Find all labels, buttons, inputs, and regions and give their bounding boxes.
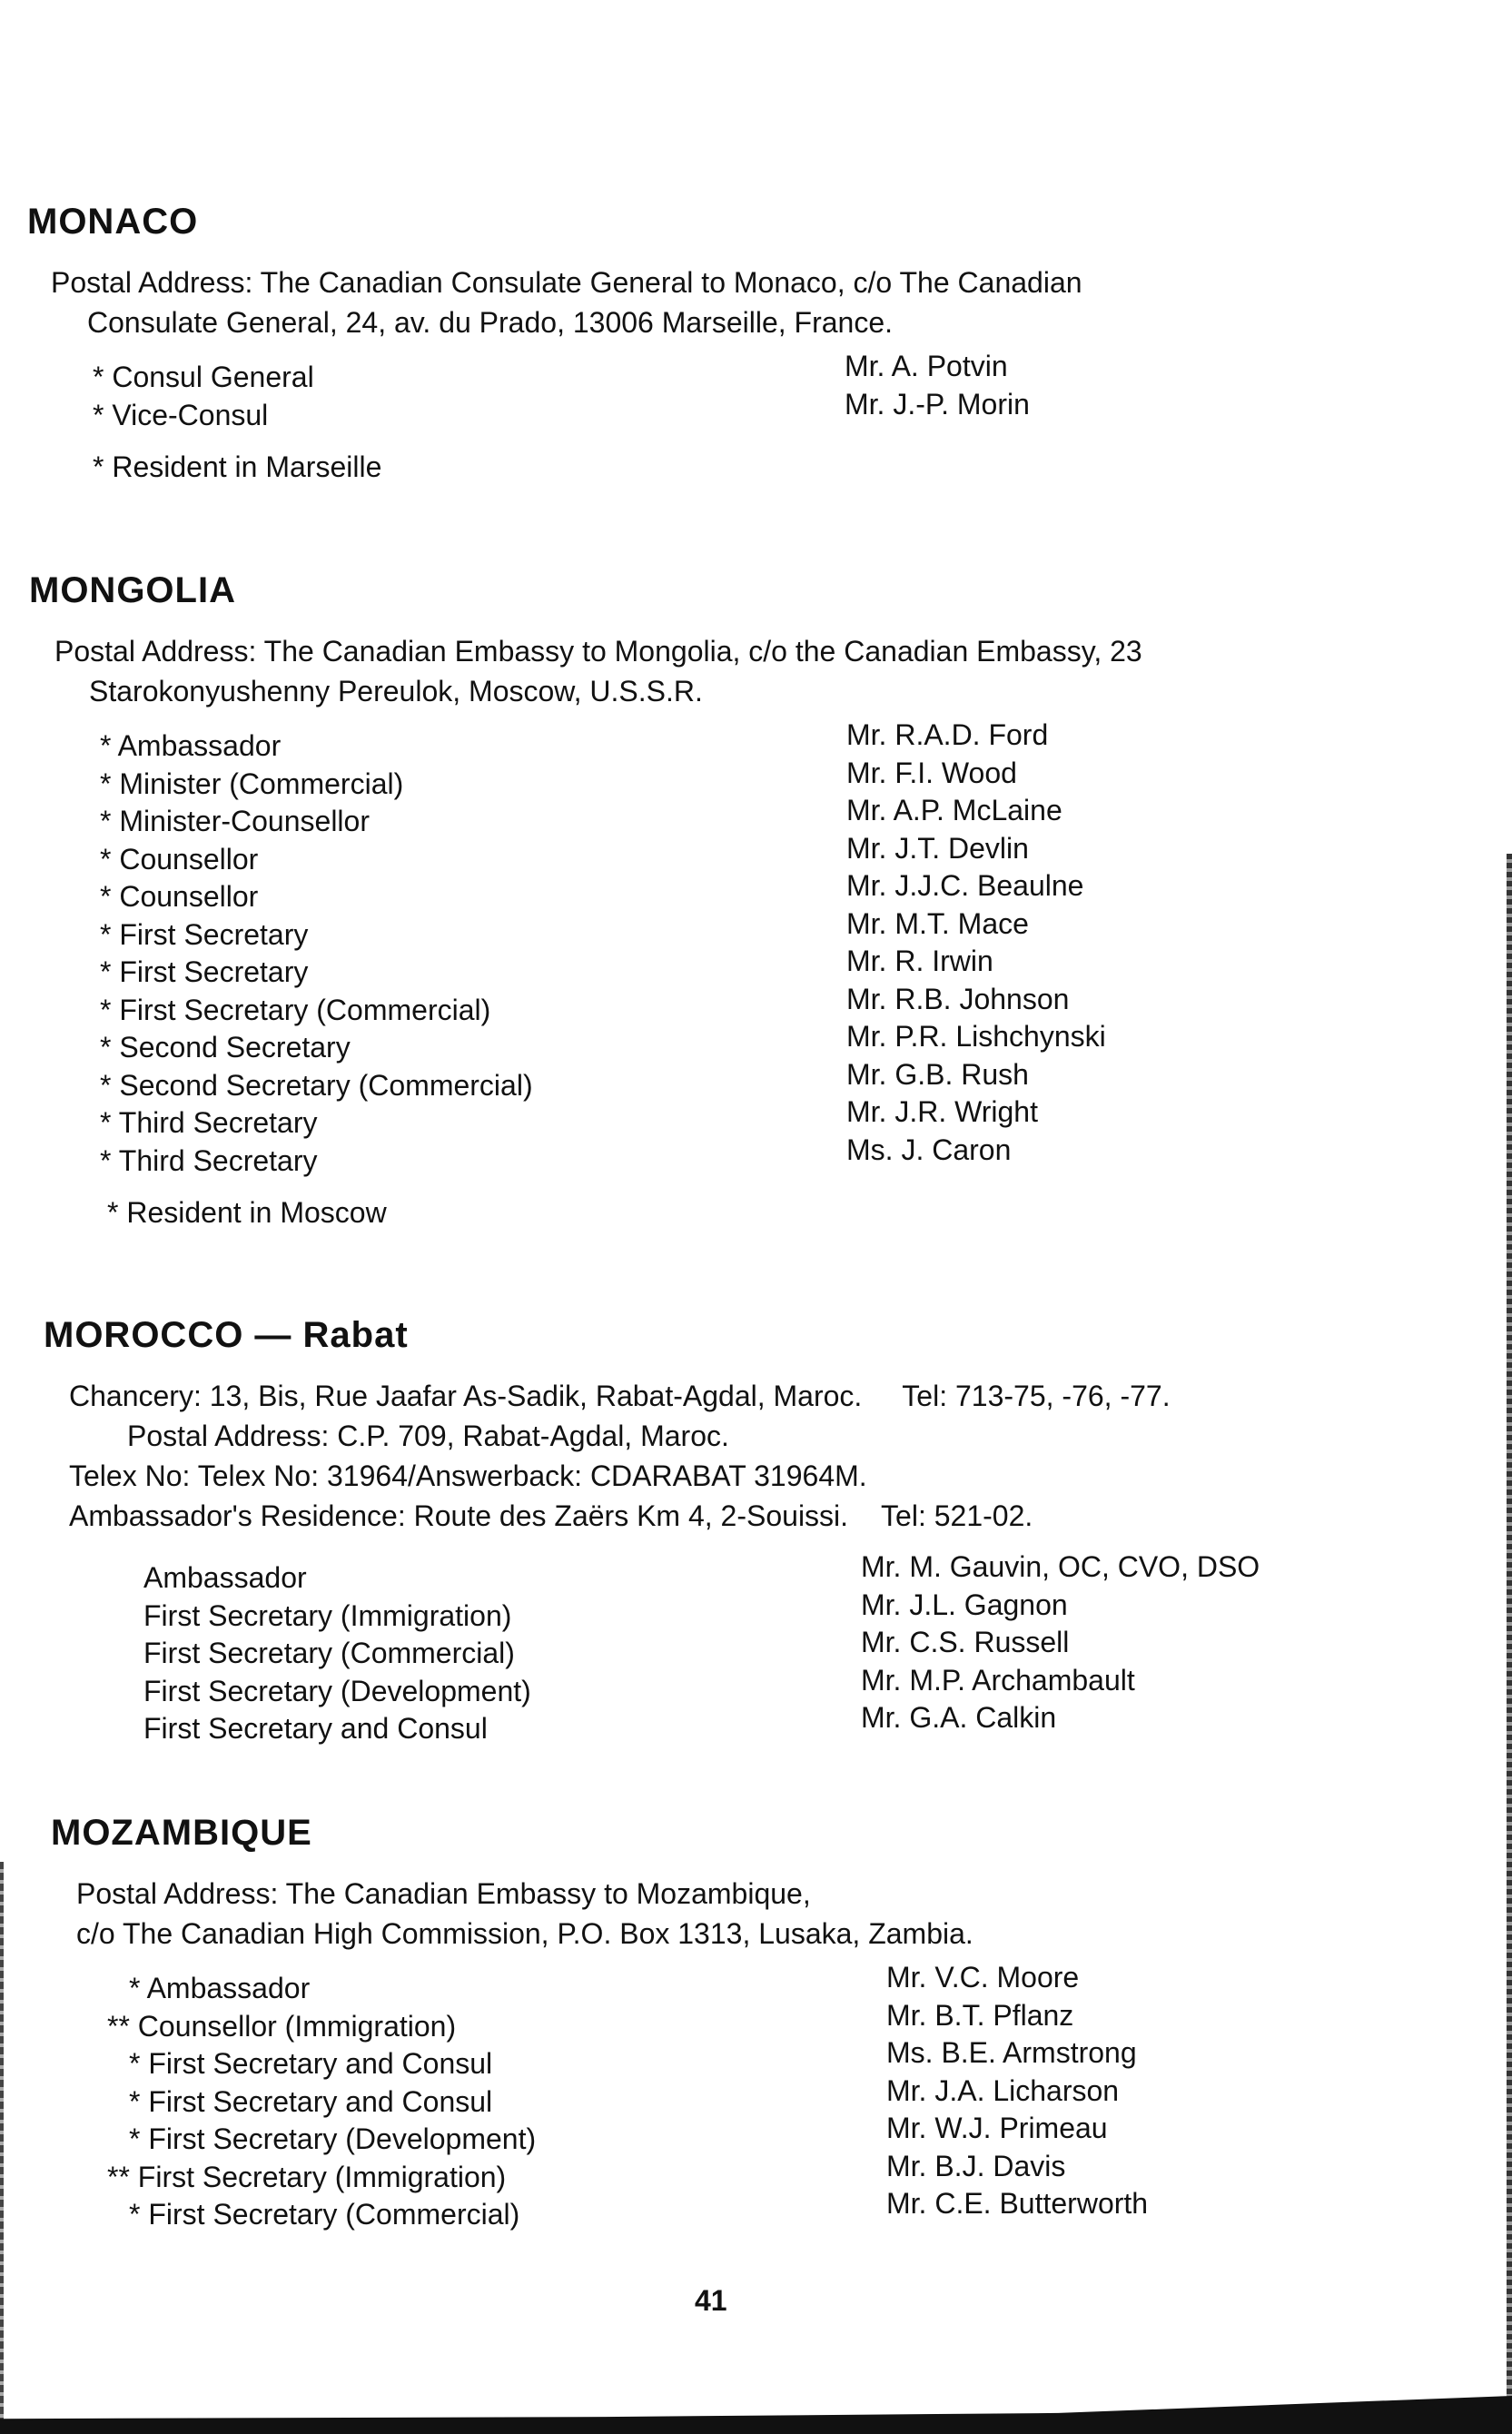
staff-name: Mr. W.J. Primeau: [886, 2112, 1108, 2144]
staff-titles: [29, 727, 846, 1180]
section-heading: MOROCCO — Rabat: [44, 1315, 409, 1355]
staff-title: * Third Secretary: [100, 1106, 318, 1139]
page-number: 41: [695, 2284, 727, 2317]
staff-title: * First Secretary (Commercial): [129, 2198, 520, 2231]
staff-name: Mr. J.R. Wright: [846, 1095, 1038, 1128]
staff-names: [886, 1959, 1148, 2234]
staff-name: Mr. B.T. Pflanz: [886, 1998, 1074, 2032]
staff-name: Mr. R. Irwin: [846, 945, 993, 977]
staff-title: * Ambassador: [100, 729, 282, 762]
staff-title: * Counsellor: [100, 842, 259, 876]
postal-address: Postal Address: The Canadian Embassy to Mongolia, c/o the Canadian Embassy, 23 Starokonyushenny Pereulok, Moscow, U.S.S.R.: [54, 635, 1142, 707]
staff-name: Mr. A.P. McLaine: [846, 794, 1062, 826]
staff-name: Mr. C.S. Russell: [861, 1626, 1070, 1658]
staff-title: First Secretary (Immigration): [143, 1598, 512, 1632]
staff-name: Mr. R.B. Johnson: [846, 982, 1070, 1015]
scan-edge-right: [1507, 854, 1512, 2434]
staff-title: * Third Secretary: [100, 1143, 318, 1177]
staff-title: First Secretary (Development): [143, 1674, 531, 1707]
staff-name: Mr. R.A.D. Ford: [846, 718, 1049, 751]
staff-name: Ms. B.E. Armstrong: [886, 2036, 1137, 2069]
staff-name: Mr. A. Potvin: [845, 350, 1008, 382]
staff-name: Mr. V.C. Moore: [886, 1961, 1080, 1994]
section-morocco: [44, 1315, 1260, 1748]
staff-name: Mr. J.A. Licharson: [886, 2073, 1120, 2107]
staff-name: Mr. F.I. Wood: [846, 756, 1017, 789]
staff-name: Mr. J.-P. Morin: [845, 387, 1030, 421]
staff-names: [846, 717, 1106, 1180]
section-monaco: [27, 202, 1082, 484]
staff-list: [29, 718, 1142, 1180]
section-mongolia: [29, 570, 1142, 1230]
staff-title: * First Secretary: [100, 955, 309, 988]
staff-title: * First Secretary and Consul: [129, 2084, 493, 2118]
staff-title: * First Secretary: [100, 917, 309, 951]
staff-name: Mr. G.B. Rush: [846, 1057, 1029, 1091]
staff-title: * Consul General: [93, 361, 314, 393]
staff-name: Mr. J.T. Devlin: [846, 831, 1029, 865]
scan-edge-left: [0, 1862, 4, 2434]
staff-title: * First Secretary (Development): [129, 2122, 537, 2155]
chancery-address: [44, 1376, 1260, 1536]
chancery-tel: Tel: 713-75, -76, -77.: [902, 1380, 1171, 1412]
section-mozambique: [51, 1813, 1148, 2234]
staff-name: Mr. G.A. Calkin: [861, 1701, 1057, 1734]
postal-address: Postal Address: The Canadian Embassy to Mozambique, c/o The Canadian High Commission, P.O. Box 1313, Lusaka, Zambia.: [76, 1877, 973, 1950]
staff-title: ** Counsellor (Immigration): [107, 2009, 457, 2043]
staff-name: Mr. P.R. Lishchynski: [846, 1020, 1106, 1053]
scan-edge-bottom: [0, 2396, 1512, 2434]
section-heading: MONGOLIA: [29, 570, 236, 610]
staff-name: Mr. M.T. Mace: [846, 906, 1029, 940]
staff-name: Mr. M.P. Archambault: [861, 1663, 1135, 1697]
staff-list: [27, 350, 1082, 434]
staff-name: Mr. B.J. Davis: [886, 2149, 1066, 2182]
postal-address: Postal Address: The Canadian Consulate General to Monaco, c/o The Canadian Consulate General, 24, av. du Prado, 13006 Marseille, France.: [51, 266, 1082, 339]
staff-title: Ambassador: [143, 1561, 307, 1594]
residence-note: * Resident in Marseille: [93, 450, 382, 483]
staff-list: [51, 1961, 1149, 2234]
staff-name: Mr. J.J.C. Beaulne: [846, 869, 1084, 902]
staff-name: Ms. J. Caron: [846, 1133, 1012, 1166]
staff-title: First Secretary and Consul: [143, 1712, 488, 1745]
staff-title: * Vice-Consul: [93, 398, 269, 431]
staff-names: [861, 1548, 1260, 1748]
staff-title: * Counsellor: [100, 880, 259, 913]
staff-title: * First Secretary and Consul: [129, 2047, 493, 2080]
staff-title: First Secretary (Commercial): [143, 1637, 515, 1669]
section-heading: MOZAMBIQUE: [51, 1813, 312, 1853]
residence-note: * Resident in Moscow: [107, 1196, 387, 1229]
staff-list: [44, 1550, 1260, 1748]
staff-title: * First Secretary (Commercial): [100, 993, 491, 1026]
staff-name: Mr. C.E. Butterworth: [886, 2187, 1149, 2220]
staff-title: * Ambassador: [129, 1972, 311, 2004]
residence-tel: Tel: 521-02.: [881, 1499, 1033, 1532]
staff-name: Mr. M. Gauvin, OC, CVO, DSO: [861, 1550, 1260, 1583]
staff-name: Mr. J.L. Gagnon: [861, 1588, 1068, 1621]
staff-title: ** First Secretary (Immigration): [107, 2160, 507, 2193]
residence-line: Ambassador's Residence: Route des Zaërs Km 4, 2-Souissi.: [69, 1499, 849, 1532]
section-heading: MONACO: [27, 202, 199, 242]
staff-titles: [27, 359, 845, 434]
staff-title: * Minister (Commercial): [100, 767, 404, 800]
staff-names: [845, 348, 1030, 434]
staff-title: * Second Secretary (Commercial): [100, 1068, 533, 1102]
postal-address: Postal Address: C.P. 709, Rabat-Agdal, Maroc.: [127, 1420, 729, 1452]
chancery-line: Chancery: 13, Bis, Rue Jaafar As-Sadik, Rabat-Agdal, Maroc.: [69, 1380, 863, 1412]
telex-line: Telex No: Telex No: 31964/Answerback: CDARABAT 31964M.: [69, 1459, 867, 1492]
staff-titles: [44, 1559, 861, 1748]
staff-title: * Second Secretary: [100, 1031, 351, 1064]
staff-titles: [51, 1970, 886, 2234]
staff-title: * Minister-Counsellor: [100, 805, 370, 837]
